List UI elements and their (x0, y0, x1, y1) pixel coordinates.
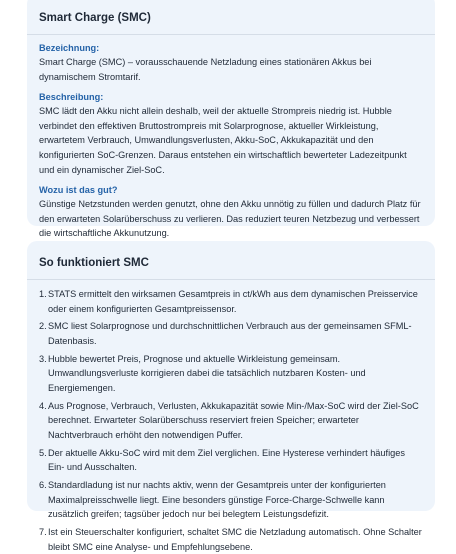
list-item (39, 352, 423, 396)
step-number: 1. (39, 289, 47, 299)
why-label: Wozu ist das gut? (39, 185, 118, 196)
designation-text: Smart Charge (SMC) – vorausschauende Netzladung eines stationären Akkus bei dynamischem Stromtarif. (39, 57, 372, 82)
step-number: 6. (39, 480, 47, 491)
step-number: 2. (39, 321, 47, 332)
list-item (39, 446, 423, 475)
list-item (39, 287, 423, 316)
smc-info-card (27, 0, 435, 239)
list-item (39, 399, 423, 443)
divider (27, 279, 435, 280)
step-text: STATS ermittelt den wirksamen Gesamtpreis in ct/kWh aus dem dynamischen Preisservice oder einem konfigurierten Gesamtpreissensor. (48, 289, 418, 314)
step-text: Hubble bewertet Preis, Prognose und aktuelle Wirkleistung gemeinsam. Umwandlungsverluste korrigieren dabei die tatsächlich nutzbaren Kosten- und Energiemengen. (48, 353, 366, 393)
step-number: 5. (39, 447, 47, 458)
list-item (39, 319, 423, 348)
designation-label: Bezeichnung: (39, 43, 100, 53)
step-number: 3. (39, 353, 47, 364)
list-item (39, 525, 423, 554)
steps-list (39, 287, 423, 554)
step-number: 7. (39, 527, 47, 538)
step-text: SMC liest Solarprognose und durchschnittlichen Verbrauch aus der gemeinsamen SFML-Datenbasis. (48, 321, 412, 346)
how-it-works-card (27, 241, 435, 552)
step-text: Standardladung ist nur nachts aktiv, wenn der Gesamtpreis unter der konfigurierten Maximalpreisschwelle liegt. Eine besonders günstige Force-Charge-Schwelle kann zusätzlich greifen; tagsüber jedoch nur bei belegtem Leistungsdefizit. (48, 480, 386, 520)
description-text: SMC lädt den Akku nicht allein deshalb, weil der aktuelle Strompreis niedrig ist. Hubble verbindet den effektiven Bruttostrompreis mit Solarprognose, aktueller Wirkleistung, erwartetem Verbrauch, Umwandlungsverlusten, Akku-SoC, Akkukapazität und den konfigurierten SoC-Grenzen. Daraus entstehen ein wirtschaftlich bewerteter Ladezeitpunkt und ein dynamischer Ziel-SoC. (39, 106, 407, 175)
step-number: 4. (39, 400, 47, 411)
card-title: Smart Charge (SMC) (39, 12, 151, 24)
divider (27, 34, 435, 35)
step-text: Der aktuelle Akku-SoC wird mit dem Ziel verglichen. Eine Hysterese verhindert häufiges Ein- und Ausschalten. (48, 447, 405, 473)
why-text: Günstige Netzstunden werden genutzt, ohne den Akku unnötig zu füllen und dadurch Platz für den erwarteten Solarüberschuss zu verlieren. Das reduziert teuren Netzbezug und verbessert die wirtschaftliche Akkunutzung. (39, 199, 421, 239)
description-label: Beschreibung: (39, 92, 104, 103)
list-item (39, 478, 423, 522)
step-text: Aus Prognose, Verbrauch, Verlusten, Akkukapazität sowie Min-/Max-SoC wird der Ziel-SoC berechnet. Erwarteter Solarüberschuss reserviert freien Speicher; erwarteter Nachtverbrauch erhöht den notwendigen Puffer. (48, 400, 419, 440)
step-text: Ist ein Steuerschalter konfiguriert, schaltet SMC die Netzladung automatisch. Ohne Schalter bleibt SMC eine Analyse- und Empfehlungsebene. (48, 527, 422, 552)
card-title: So funktioniert SMC (39, 257, 149, 269)
